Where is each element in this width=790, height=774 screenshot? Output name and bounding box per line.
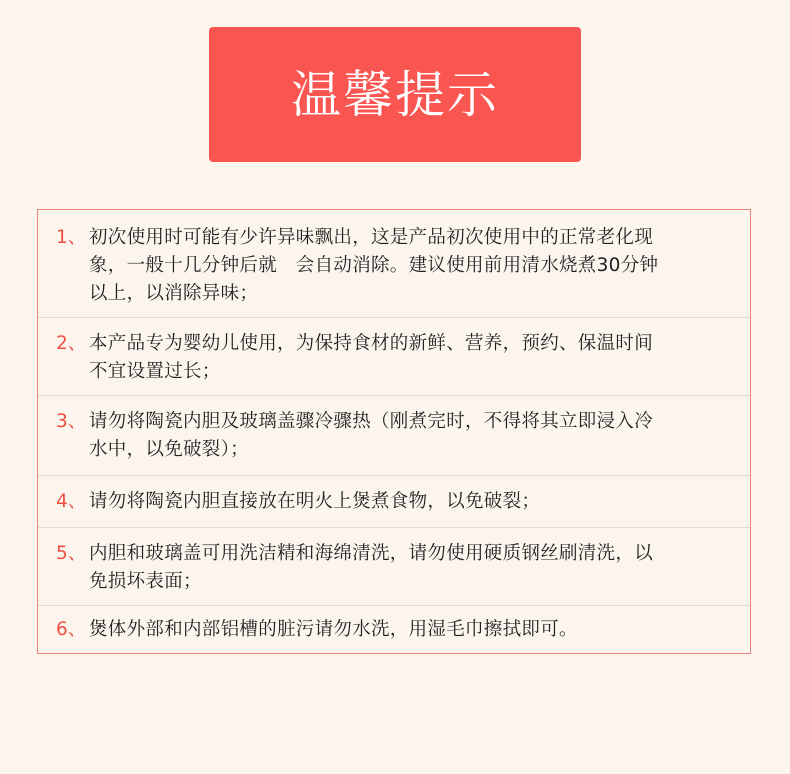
notice-item-4 [38,476,750,528]
notice-item-1 [38,210,750,318]
notice-item-6 [38,606,750,654]
notice-item-5 [38,528,750,606]
notice-line: 象，一般十几分钟后就 会自动消除。建议使用前用清水烧煮30分钟 [89,255,659,276]
notice-text [89,616,742,644]
title-banner [209,27,581,162]
notice-line: 不宜设置过长； [89,361,221,382]
notice-item-3 [38,396,750,476]
notice-number: 2、 [56,333,87,354]
notice-number: 4、 [56,491,87,512]
notice-line: 内胆和玻璃盖可用洗洁精和海绵清洗，请勿使用硬质钢丝刷清洗，以 [89,543,654,564]
notice-number: 5、 [56,543,87,564]
notice-line: 请勿将陶瓷内胆直接放在明火上煲煮食物，以免破裂； [89,491,541,512]
notice-line: 请勿将陶瓷内胆及玻璃盖骤冷骤热（刚煮完时，不得将其立即浸入冷 [89,411,654,432]
notice-line: 煲体外部和内部铝槽的脏污请勿水洗，用湿毛巾擦拭即可。 [89,619,578,640]
notice-line: 初次使用时可能有少许异味飘出，这是产品初次使用中的正常老化现 [89,227,654,248]
notice-text [89,224,742,308]
notice-text [89,540,742,596]
notice-text [89,408,742,464]
notice-line: 水中，以免破裂）； [89,439,249,460]
notice-text [89,330,742,386]
page-title: 温馨提示 [291,65,499,124]
notice-list [37,209,751,654]
notice-number: 6、 [56,619,87,640]
notice-number: 1、 [56,227,87,248]
notice-item-2 [38,318,750,396]
notice-text [89,488,742,516]
notice-number: 3、 [56,411,87,432]
notice-line: 本产品专为婴幼儿使用，为保持食材的新鲜、营养，预约、保温时间 [89,333,654,354]
notice-line: 以上，以消除异味； [89,283,259,304]
notice-line: 免损坏表面； [89,571,202,592]
